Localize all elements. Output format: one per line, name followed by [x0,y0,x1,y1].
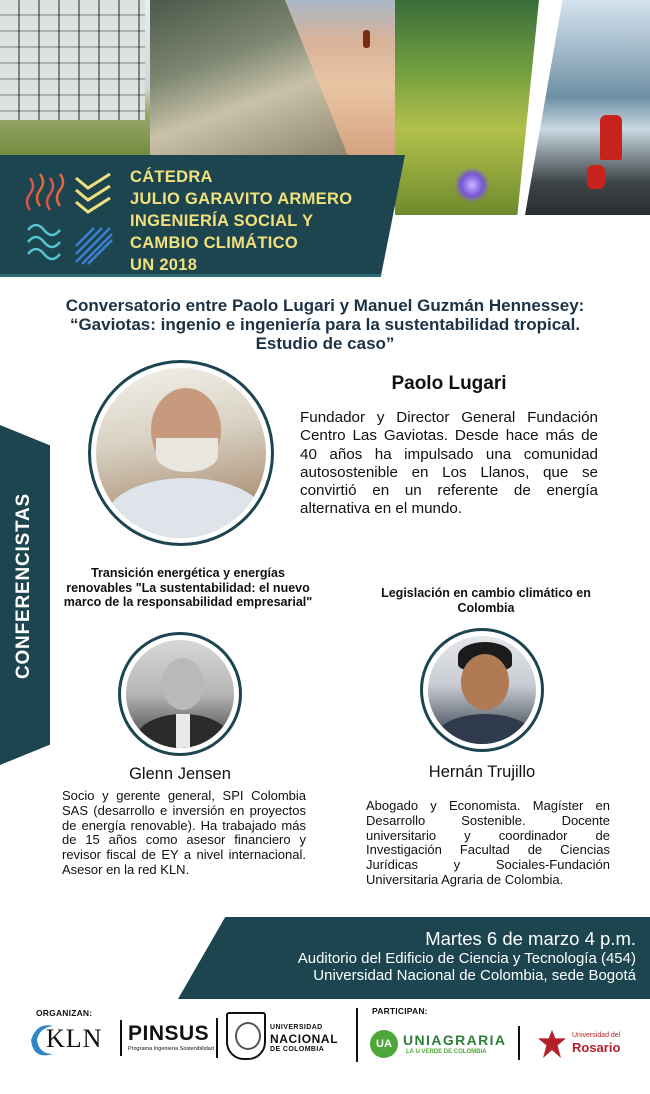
rosario-crest-icon [538,1030,566,1058]
organizers-label: ORGANIZAN: [36,1008,93,1018]
event-venue-line-2: Universidad Nacional de Colombia, sede Bogotá [313,967,636,984]
uniagraria-badge-icon: UA [370,1030,398,1058]
lugari-name: Paolo Lugari [391,373,507,394]
rosario-logo-name: Rosario [572,1040,621,1055]
participants-label: PARTICIPAN: [372,1006,428,1016]
trujillo-name: Hernán Trujillo [428,763,536,781]
speakers-section-label: CONFERENCISTAS [13,492,34,680]
unal-logo-bottom: DE COLOMBIA [270,1046,325,1053]
pinsus-subtitle: Programa Ingeniería Sostenibilidad [128,1046,214,1052]
glacier-photo [525,0,650,215]
trujillo-talk-title: Legislación en cambio climático en Colombia [381,586,591,615]
logo-divider [120,1020,122,1056]
section-divider [356,1008,358,1062]
rosario-logo-top: Universidad del [572,1032,621,1039]
jensen-name: Glenn Jensen [129,765,231,783]
jensen-avatar [118,632,242,756]
unal-logo-top: UNIVERSIDAD [270,1024,323,1031]
title-line-5: UN 2018 [130,256,198,274]
title-line-3: INGENIERÍA SOCIAL Y [130,212,314,230]
uniagraria-logo: UNIAGRARIA [403,1032,507,1048]
event-venue [220,950,636,984]
event-title-line-1: Conversatorio entre Paolo Lugari y Manuel Guzmán Hennessey: [65,296,585,315]
kln-logo: KLN [46,1024,103,1053]
unal-logo-name: NACIONAL [270,1032,339,1046]
pinsus-logo: PINSUS [128,1022,210,1045]
logo-divider [216,1018,218,1058]
event-venue-line-1: Auditorio del Edificio de Ciencia y Tecnología (454) [297,950,636,967]
trujillo-bio: Abogado y Economista. Magíster en Desarrollo Sostenible. Docente universitario y coordinador de Investigación Facultad de Ciencias Jurídicas y Sociales-Fundación Universitaria Agraria de Colombia. [366,798,610,887]
building-photo [0,0,160,160]
event-title [20,296,630,353]
event-date: Martes 6 de marzo 4 p.m. [425,928,636,949]
event-title-line-3: Estudio de caso” [255,334,395,353]
unal-shield-icon [226,1012,266,1060]
lugari-avatar [88,360,274,546]
jensen-talk-title: Transición energética y energías renovables "La sustentabilidad: el nuevo marco de la responsabilidad empresarial" [63,566,313,609]
logo-divider [518,1026,520,1060]
header-banner [0,0,650,280]
uniagraria-tagline: LA U VERDE DE COLOMBIA [406,1049,487,1055]
lugari-bio: Fundador y Director General Fundación Centro Las Gaviotas. Desde hace más de 40 años ha impulsado una comunidad autosostenible en Los Llanos, que se convirtió en un referente de energía alternativa en el mundo. [300,409,598,518]
title-line-1: CÁTEDRA [130,168,213,186]
jensen-bio: Socio y gerente general, SPI Colombia SAS (desarrollo e inversión en proyectos de energía renovable). Ha trabajado más de 15 años como asesor financiero y revisor fiscal de EY a nivel internacional. Asesor en la red KLN. [62,788,306,877]
trujillo-avatar [420,628,544,752]
title-line-4: CAMBIO CLIMÁTICO [130,234,298,252]
catedra-logo-icon [24,170,124,270]
title-line-2: JULIO GARAVITO ARMERO [130,190,353,208]
event-title-line-2: “Gaviotas: ingenio e ingeniería para la sustentabilidad tropical. [69,315,581,334]
